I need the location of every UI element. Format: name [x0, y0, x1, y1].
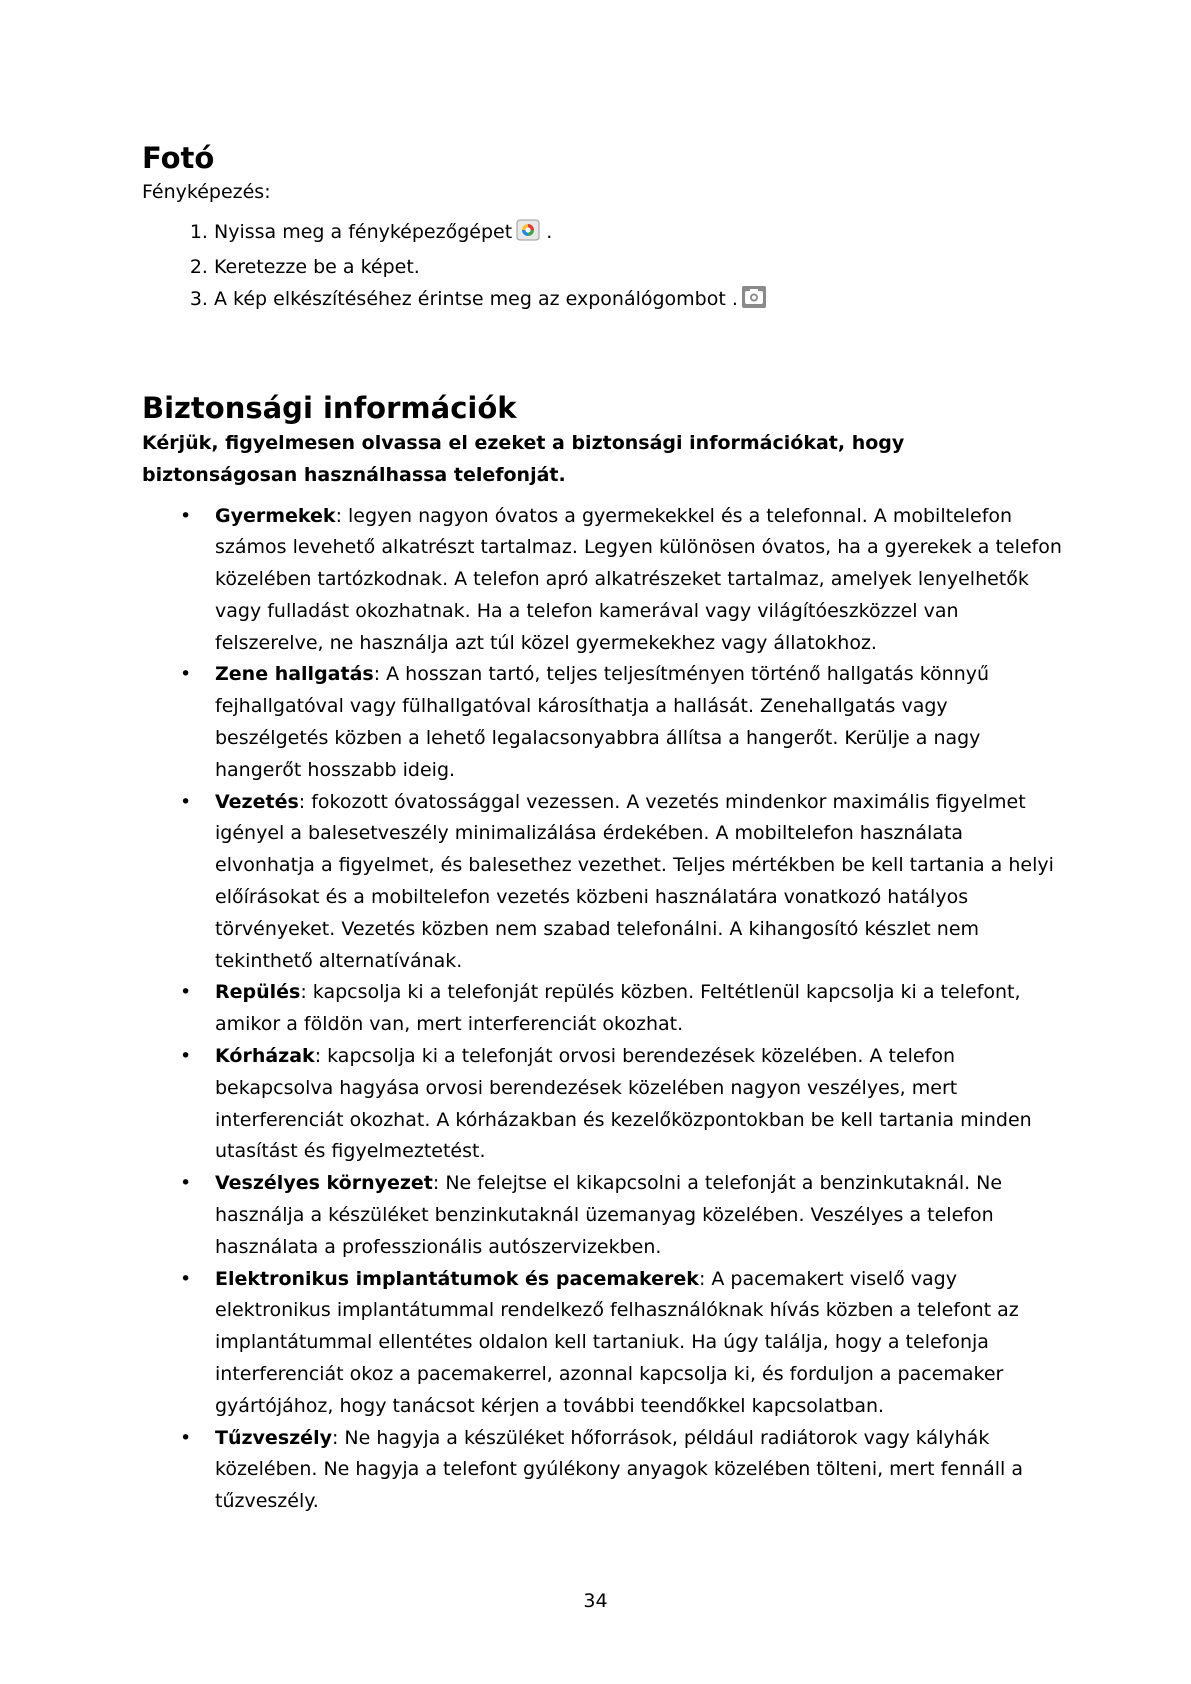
bullet-icon: •	[180, 1267, 192, 1290]
bullet-icon: •	[180, 1172, 192, 1195]
safety-text: : Ne hagyja a készüléket hőforrások, például radiátorok vagy kályhák közelében. Ne hagyja a telefont gyúlékony anyagok közelében tölteni, mert fennáll a tűzveszély.	[215, 1426, 1024, 1513]
photo-section	[142, 140, 1062, 318]
photo-step-3	[214, 283, 1062, 318]
safety-term: Vezetés	[215, 790, 299, 813]
photo-step-2-text: Keretezze be a képet.	[214, 256, 420, 279]
shutter-icon	[742, 286, 766, 318]
safety-list	[142, 501, 1062, 1519]
bullet-icon: •	[180, 1045, 192, 1068]
safety-term: Zene hallgatás	[215, 663, 374, 686]
photo-step-1-text: Nyissa meg a fényképezőgépet	[214, 221, 513, 244]
document-page	[142, 140, 1062, 1518]
safety-item-flight	[142, 977, 1062, 1041]
bullet-icon: •	[180, 504, 192, 527]
safety-term: Repülés	[215, 981, 301, 1004]
safety-heading: Biztonsági információk	[142, 391, 517, 426]
bullet-icon: •	[180, 663, 192, 686]
photo-step-2	[214, 251, 1062, 283]
safety-text: : fokozott óvatossággal vezessen. A vezetés mindenkor maximális figyelmet igényel a balesetveszély minimalizálása érdekében. A mobiltelefon használata elvonhatja a figyelmet, és balesethez vezethet. Teljes mértékben be kell tartania a helyi előírásokat és a mobiltelefon vezetés közbeni használatára vonatkozó hatályos törvényeket. Vezetés közben nem szabad telefonálni. A kihangosító készlet nem tekinthető alternatívának.	[215, 790, 1054, 972]
photo-subheading: Fényképezés:	[142, 181, 271, 204]
safety-term: Veszélyes környezet	[215, 1172, 433, 1195]
photo-step-3-text: A kép elkészítéséhez érintse meg az exponálógombot .	[214, 288, 738, 311]
photo-step-1-suffix: .	[546, 221, 553, 244]
safety-term: Elektronikus implantátumok és pacemakerek	[215, 1267, 699, 1290]
safety-item-hospitals	[142, 1041, 1062, 1168]
bullet-icon: •	[180, 981, 192, 1004]
safety-text: : kapcsolja ki a telefonját repülés közben. Feltétlenül kapcsolja ki a telefont, amikor a földön van, mert interferenciát okozhat.	[215, 981, 1021, 1036]
safety-intro: Kérjük, figyelmesen olvassa el ezeket a biztonsági információkat, hogy biztonságosan használhassa telefonját.	[142, 431, 905, 486]
safety-section	[142, 390, 1062, 1518]
safety-text: : kapcsolja ki a telefonját orvosi berendezések közelében. A telefon bekapcsolva hagyása orvosi berendezések közelében nagyon veszélyes, mert interferenciát okozhat. A kórházakban és kezelőközpontokban be kell tartania minden utasítást és figyelmeztetést.	[215, 1045, 1032, 1163]
safety-item-implants	[142, 1264, 1062, 1423]
safety-item-children	[142, 501, 1062, 660]
safety-term: Tűzveszély	[215, 1426, 332, 1449]
photo-steps-list	[142, 216, 1062, 318]
safety-text: : Ne felejtse el kikapcsolni a telefonját a benzinkutaknál. Ne használja a készüléket benzinkutaknál üzemanyag közelében. Veszélyes a telefon használata a professzionális autószervizekben.	[215, 1172, 1003, 1258]
safety-text: : legyen nagyon óvatos a gyermekekkel és a telefonnal. A mobiltelefon számos levehető alkatrészt tartalmaz. Legyen különösen óvatos, ha a gyerekek a telefon közelében tartózkodnak. A telefon apró alkatrészeket tartalmaz, amelyek lenyelhetők vagy fulladást okozhatnak. Ha a telefon kamerával vagy világítóeszközzel van felszerelve, ne használja azt túl közel gyermekekhez vagy állatokhoz.	[215, 504, 1062, 654]
safety-item-driving	[142, 787, 1062, 978]
bullet-icon: •	[180, 790, 192, 813]
bullet-icon: •	[180, 1426, 192, 1449]
safety-text: : A hosszan tartó, teljes teljesítményen történő hallgatás könnyű fejhallgatóval vagy fülhallgatóval károsíthatja a hallását. Zenehallgatás vagy beszélgetés közben a lehető legalacsonyabbra állítsa a hangerőt. Kerülje a nagy hangerőt hosszabb ideig.	[215, 663, 990, 781]
photo-heading: Fotó	[142, 141, 215, 175]
safety-item-hazardous-environment	[142, 1168, 1062, 1263]
safety-term: Kórházak	[215, 1045, 315, 1068]
photo-step-1	[214, 216, 1062, 251]
safety-text: : A pacemakert viselő vagy elektronikus implantátummal rendelkező felhasználóknak hívás közben a telefont az implantátummal ellentétes oldalon kell tartaniuk. Ha úgy találja, hogy a telefonja interferenciát okoz a pacemakerrel, azonnal kapcsolja ki, és forduljon a pacemaker gyártójához, hogy tanácsot kérjen a további teendőkkel kapcsolatban.	[215, 1267, 1019, 1417]
safety-item-music	[142, 659, 1062, 786]
safety-term: Gyermekek	[215, 504, 336, 527]
camera-app-icon	[516, 219, 540, 251]
safety-item-fire	[142, 1423, 1062, 1518]
page-number: 34	[583, 1590, 608, 1612]
